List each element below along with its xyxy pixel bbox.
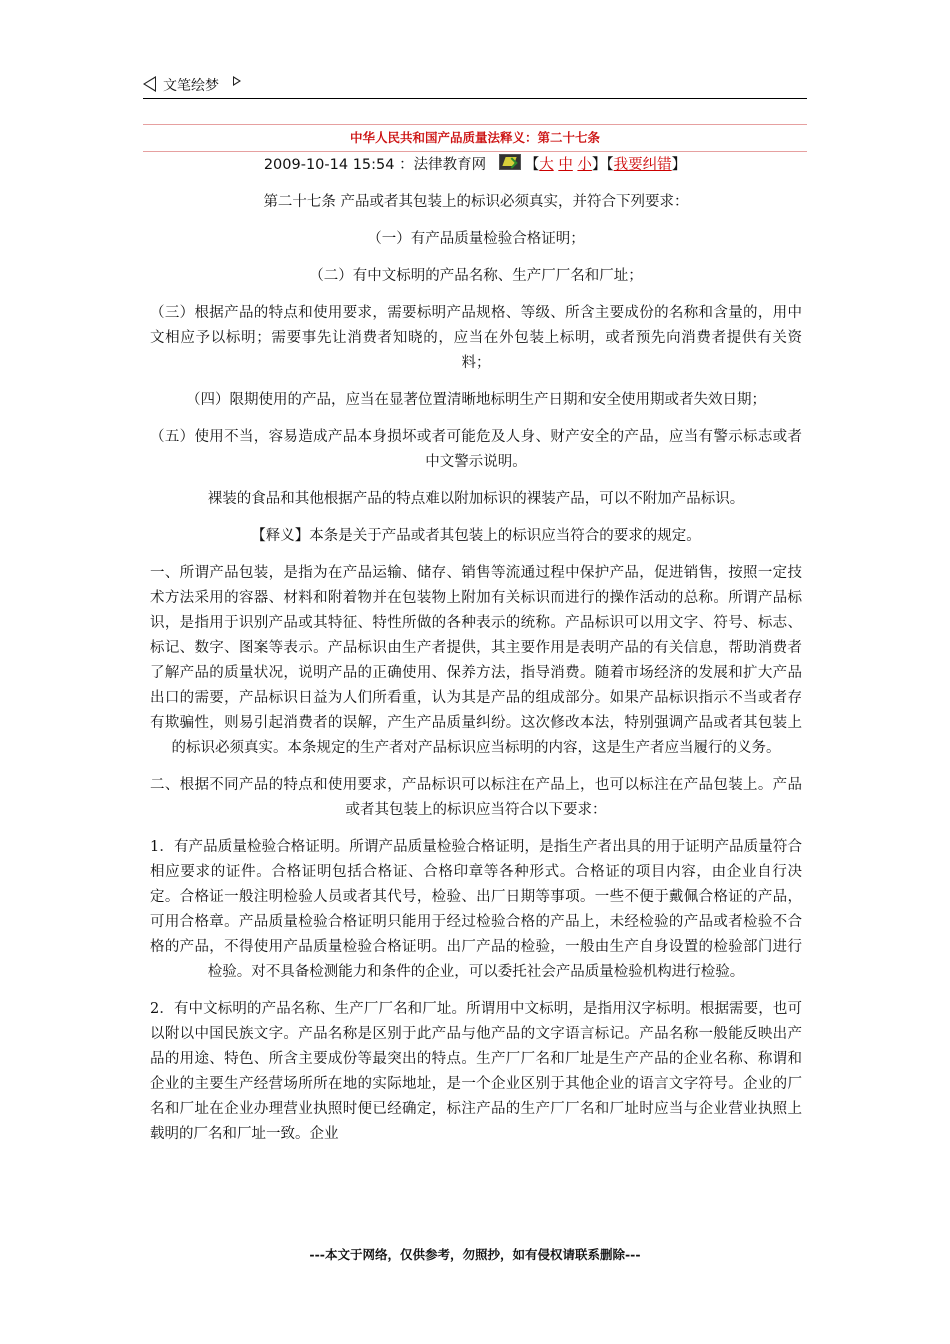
article-source: 法律教育网 <box>413 157 487 173</box>
triangle-left-icon <box>143 76 156 92</box>
font-bracket-close: 】 <box>591 157 607 173</box>
brand-text: 文笔绘梦 <box>163 78 219 94</box>
paragraph-section-1: 一、所谓产品包装，是指为在产品运输、储存、销售等流通过程中保护产品，促进销售，按照一定技术方法采用的容器、材料和附着物并在包装物上附加有关标识而进行的操作活动的总称。所谓产品标识，是指用于识别产品或其特征、特性所做的各种表示的统称。产品标识可以用文字、符号、标志、标记、数字、图案等表示。产品标识由生产者提供，其主要作用是表明产品的有关信息，帮助消费者了解产品的质量状况，说明产品的正确使用、保养方法，指导消费。随着市场经济的发展和扩大产品出口的需要，产品标识日益为人们所看重，认为其是产品的组成部分。如果产品标识指示不当或者存有欺骗性，则易引起消费者的误解，产生产品质量纠纷。这次修改本法，特别强调产品或者其包装上的标识必须真实。本条规定的生产者对产品标识应当标明的内容，这是生产者应当履行的义务。 <box>150 565 802 756</box>
font-size-large-link[interactable]: 大 <box>539 157 554 173</box>
paragraph-article-text: 第二十七条 产品或者其包装上的标识必须真实，并符合下列要求： <box>263 194 689 210</box>
paragraph-section-2: 二、根据不同产品的特点和使用要求，产品标识可以标注在产品上，也可以标注在产品包装上。产品或者其包装上的标识应当符合以下要求： <box>150 777 802 818</box>
triangle-right-icon <box>233 76 241 86</box>
article-body <box>150 190 802 1147</box>
paragraph-item-3: （三）根据产品的特点和使用要求，需要标明产品规格、等级、所含主要成份的名称和含量的，用中文相应予以标明；需要事先让消费者知晓的，应当在外包装上标明，或者预先向消费者提供有关资料； <box>150 305 802 371</box>
meta-separator: ： <box>399 157 414 173</box>
print-icon[interactable] <box>499 154 521 170</box>
article-title: 中华人民共和国产品质量法释义：第二十七条 <box>349 130 600 145</box>
page-footer: ---本文于网络，仅供参考，勿照抄，如有侵权请联系删除--- <box>309 1247 641 1262</box>
report-bracket-open: 【 <box>606 157 614 173</box>
font-size-medium-link[interactable]: 中 <box>558 157 573 173</box>
paragraph-interpretation: 【释义】本条是关于产品或者其包装上的标识应当符合的要求的规定。 <box>251 528 701 544</box>
paragraph-item-4: （四）限期使用的产品，应当在显著位置清晰地标明生产日期和安全使用期或者失效日期； <box>186 392 766 408</box>
font-size-small-link[interactable]: 小 <box>577 157 592 173</box>
paragraph-bare-products: 裸装的食品和其他根据产品的特点难以附加标识的裸装产品，可以不附加产品标识。 <box>207 491 745 507</box>
font-bracket-open: 【 <box>524 157 540 173</box>
article-meta <box>143 153 807 174</box>
article-datetime: 2009-10-14 15:54 <box>263 157 395 173</box>
paragraph-item-1: （一）有产品质量检验合格证明； <box>367 231 585 247</box>
report-bracket-close: 】 <box>671 157 687 173</box>
paragraph-point-2: 2．有中文标明的产品名称、生产厂厂名和厂址。所谓用中文标明，是指用汉字标明。根据需要，也可以附以中国民族文字。产品名称是区别于此产品与他产品的文字语言标记。产品名称一般能反映出产品的用途、特色、所含主要成份等最突出的特点。生产厂厂名和厂址是生产产品的企业名称、称谓和企业的主要生产经营场所所在地的实际地址，是一个企业区别于其他企业的语言文字符号。企业的厂名和厂址在企业办理营业执照时便已经确定，标注产品的生产厂厂名和厂址时应当与企业营业执照上载明的厂名和厂址一致。企业 <box>150 1001 802 1142</box>
article-title-band <box>143 124 807 152</box>
paragraph-item-5: （五）使用不当，容易造成产品本身损坏或者可能危及人身、财产安全的产品，应当有警示标志或者中文警示说明。 <box>150 429 802 470</box>
paragraph-item-2: （二）有中文标明的产品名称、生产厂厂名和厂址； <box>309 268 643 284</box>
report-error-link[interactable]: 我要纠错 <box>613 157 672 173</box>
paragraph-point-1: 1．有产品质量检验合格证明。所谓产品质量检验合格证明，是指生产者出具的用于证明产品质量符合相应要求的证件。合格证明包括合格证、合格印章等各种形式。合格证的项目内容，由企业自行决定。合格证一般注明检验人员或者其代号，检验、出厂日期等事项。一些不便于戴佩合格证的产品，可用合格章。产品质量检验合格证明只能用于经过检验合格的产品上，未经检验的产品或者检验不合格的产品，不得使用产品质量检验合格证明。出厂产品的检验，一般由生产自身设置的检验部门进行检验。对不具备检测能力和条件的企业，可以委托社会产品质量检验机构进行检验。 <box>150 839 802 980</box>
page-header <box>143 72 807 99</box>
